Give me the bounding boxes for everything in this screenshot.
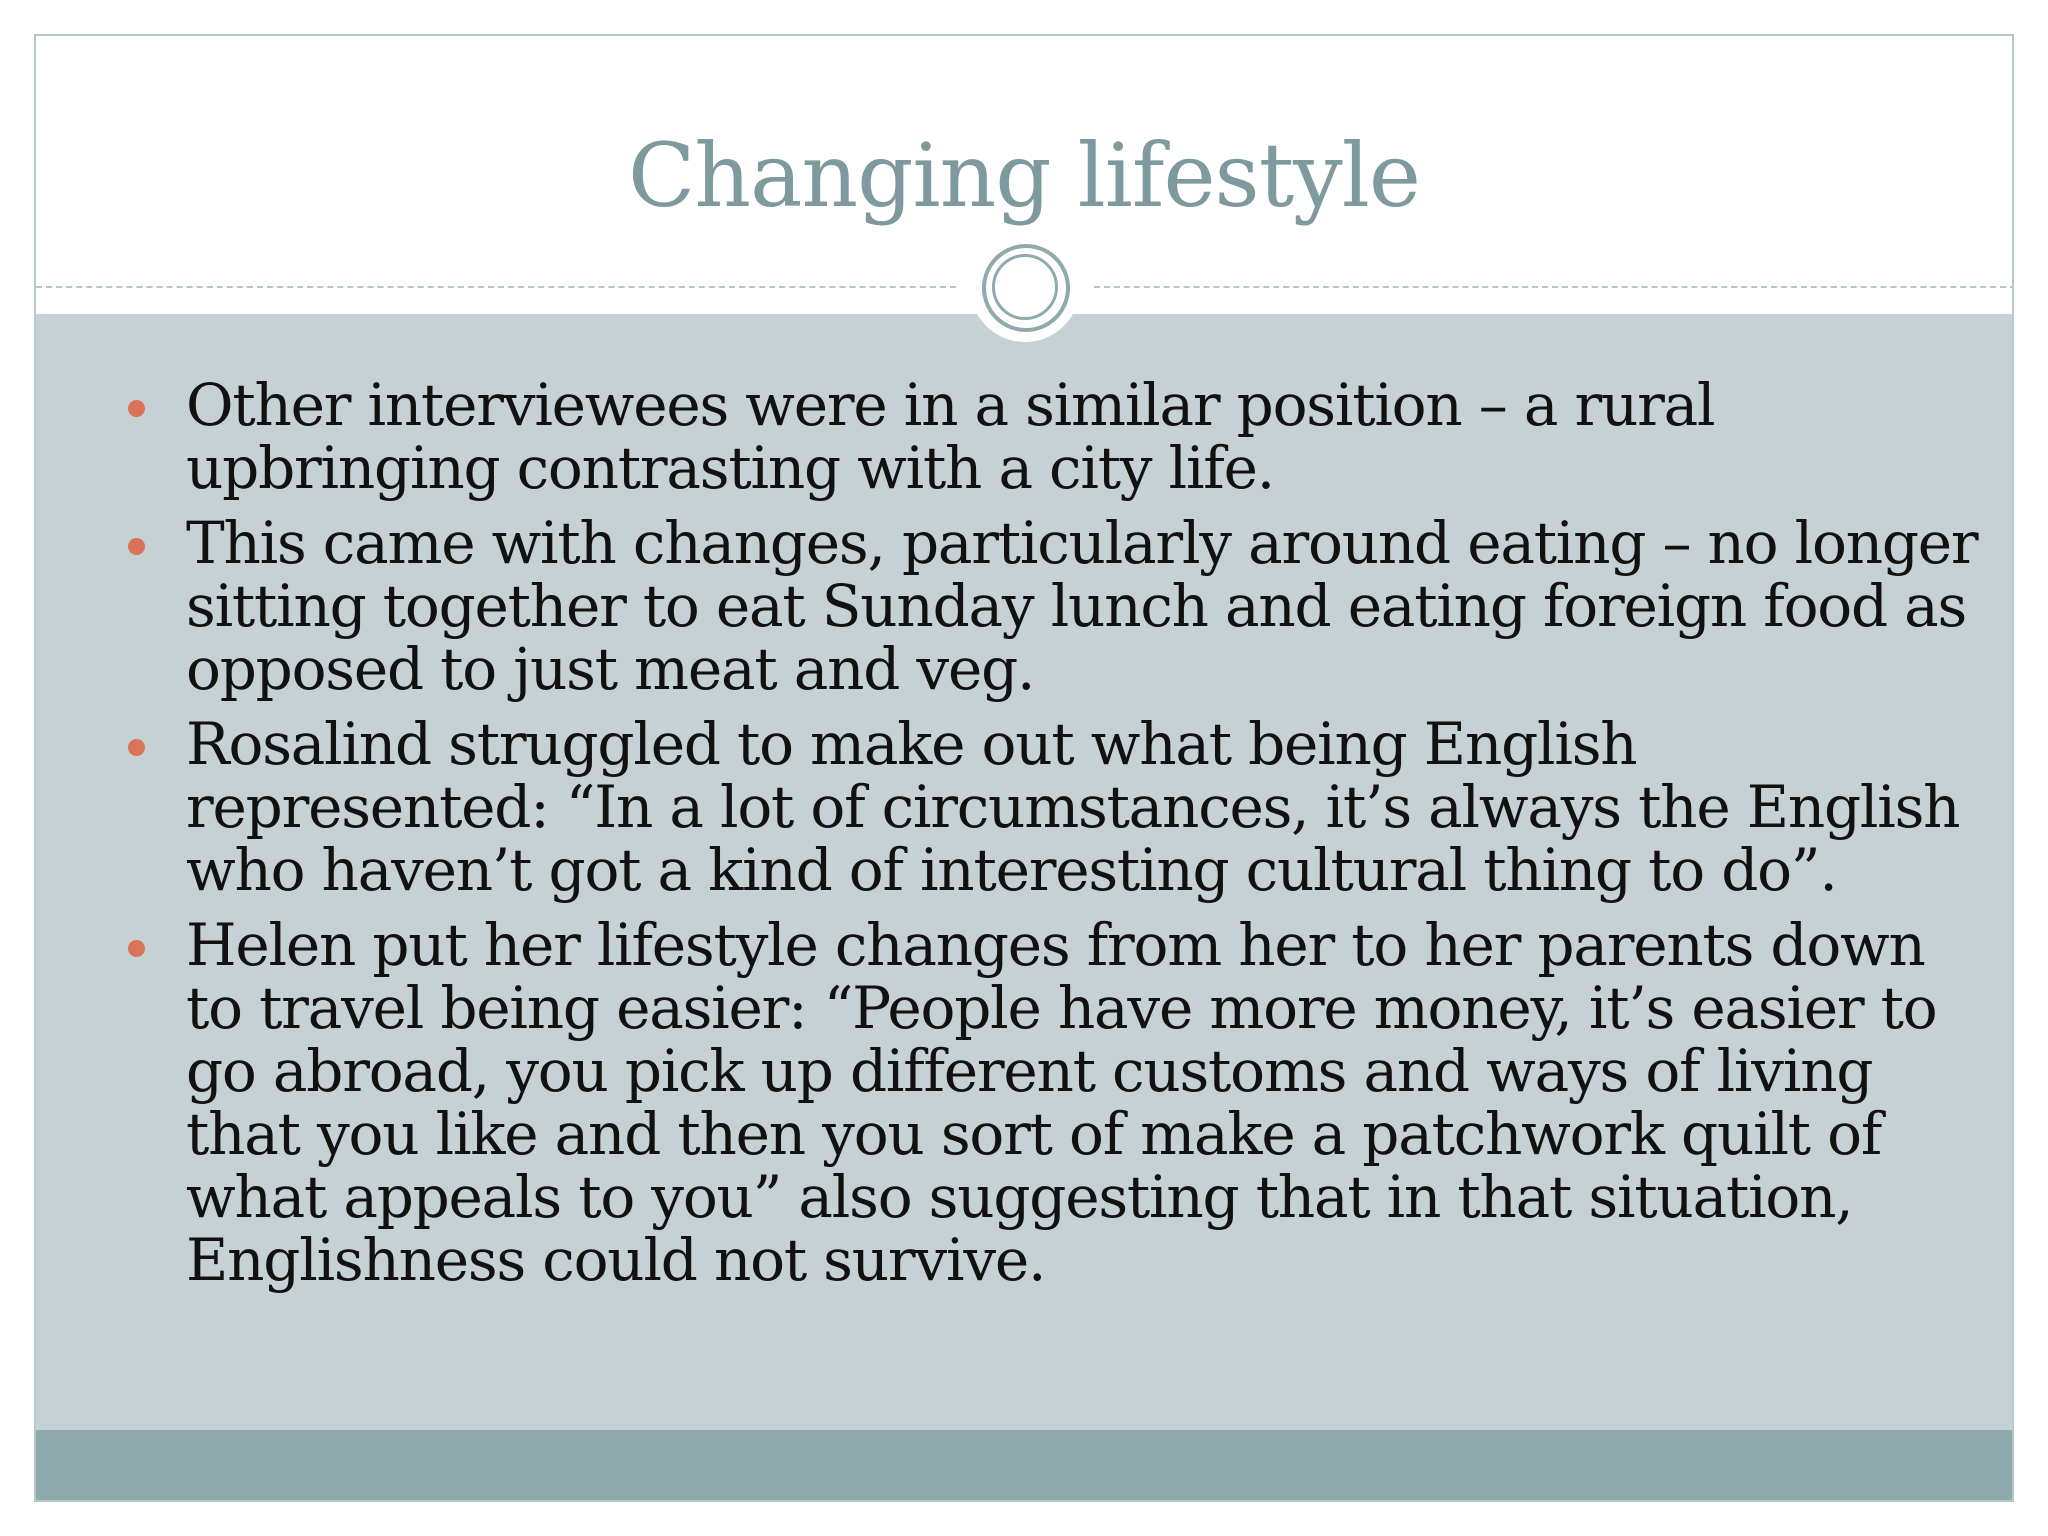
- bullet-list: [100, 371, 1980, 1304]
- slide: [34, 34, 2014, 1502]
- bullet-text: Helen put her lifestyle changes from her to her parents down to travel being easier: “People have more money, it’s easier to go abroad, you pick up different customs and ways of living that you like and then you sort of make a patchwork quilt of what appeals to you” also suggesting that in that situation, Englishness could not survive.: [186, 911, 1937, 1294]
- bullet-dot-icon: [128, 739, 145, 756]
- bullet-item: [100, 371, 1980, 502]
- inner-ring: [992, 254, 1058, 320]
- slide-title: Changing lifestyle: [627, 124, 1420, 227]
- bullet-text: This came with changes, particularly around eating – no longer sitting together to eat Sunday lunch and eating foreign food as opposed to just meat and veg.: [186, 509, 1978, 703]
- bullet-item: [100, 911, 1980, 1294]
- footer-band: [36, 1430, 2012, 1500]
- outer-ring: [982, 244, 1070, 332]
- bullet-dot-icon: [128, 940, 145, 957]
- bullet-item: [100, 509, 1980, 703]
- bullet-dot-icon: [128, 538, 145, 555]
- bullet-dot-icon: [128, 400, 145, 417]
- double-ring-circle-icon: [970, 232, 1080, 342]
- title-divider-left: [36, 286, 956, 288]
- title-divider-right: [1094, 286, 2014, 288]
- bullet-text: Other interviewees were in a similar position – a rural upbringing contrasting with a city life.: [186, 371, 1715, 502]
- bullet-text: Rosalind struggled to make out what being English represented: “In a lot of circumstances, it’s always the English who haven’t got a kind of interesting cultural thing to do”.: [186, 710, 1960, 904]
- bullet-item: [100, 710, 1980, 904]
